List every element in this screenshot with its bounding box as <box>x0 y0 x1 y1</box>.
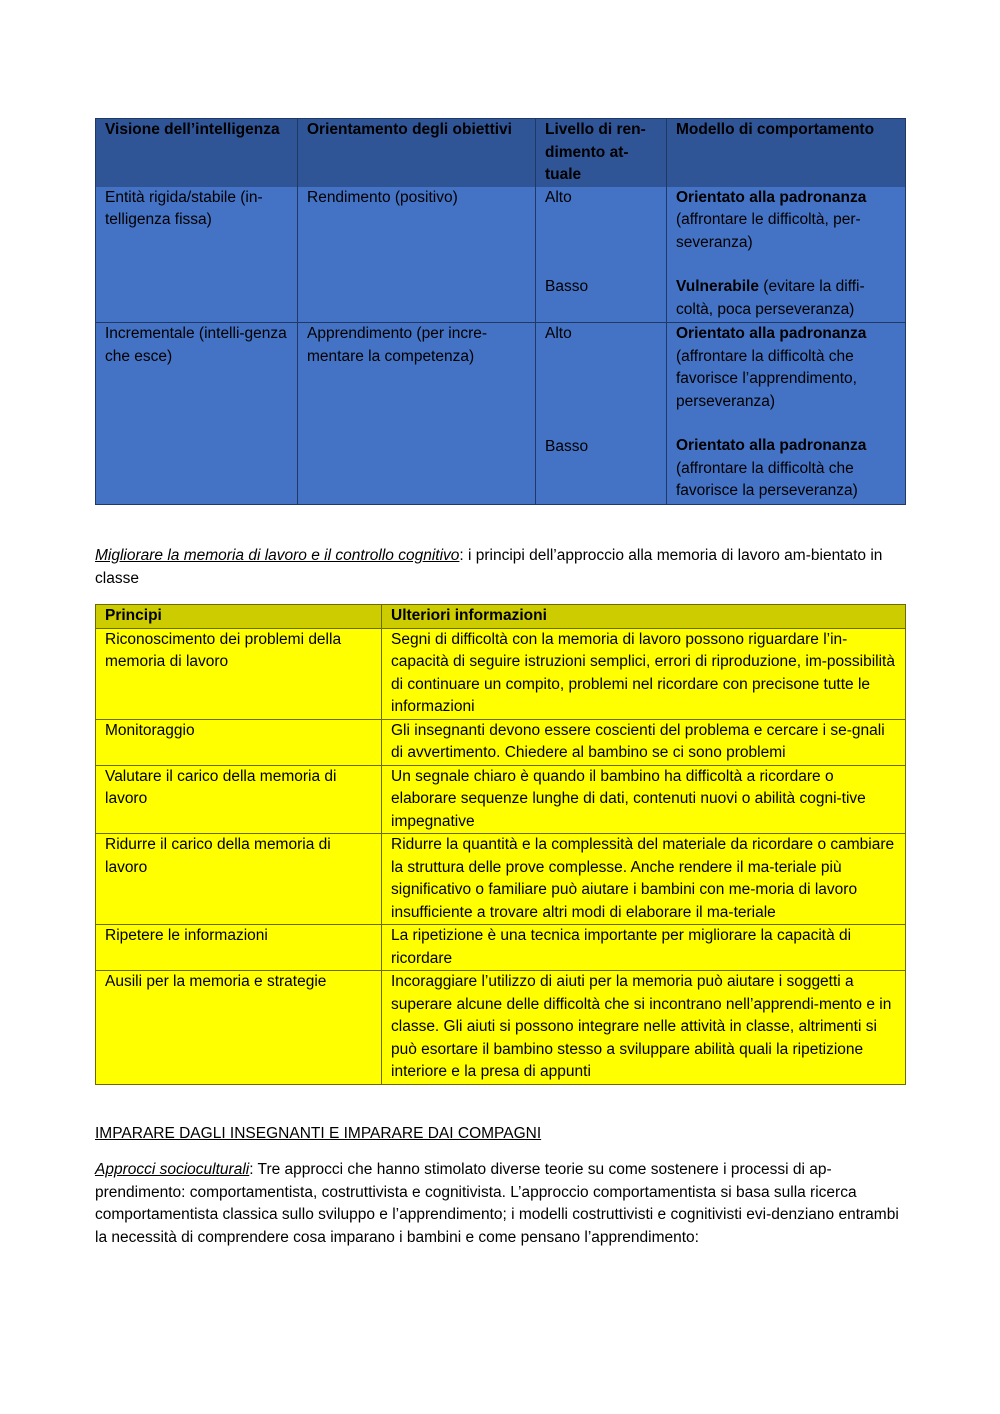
behavior-high-desc: (affrontare le difficoltà, per-severanza) <box>676 211 861 251</box>
principle-cell: Valutare il carico della memoria di lavoro <box>96 765 382 834</box>
table-row <box>96 765 906 834</box>
section-heading: IMPARARE DAGLI INSEGNANTI E IMPARARE DAI COMPAGNI <box>95 1124 542 1142</box>
info-cell: La ripetizione è una tecnica importante per migliorare la capacità di ricordare <box>382 925 906 971</box>
table-header-row <box>96 605 906 629</box>
behavior-low-title: Orientato alla padronanza <box>676 437 867 454</box>
sociocultural-paragraph <box>95 1159 905 1249</box>
level-low: Basso <box>545 278 589 295</box>
header-level: Livello di ren-dimento at-tuale <box>536 119 667 187</box>
table-row <box>96 323 906 505</box>
level-high: Alto <box>545 325 572 342</box>
behavior-high-desc: (affrontare la difficoltà che favorisce l’apprendimento, perseveranza) <box>676 347 857 410</box>
table-header-row <box>96 119 906 187</box>
table-row <box>96 719 906 765</box>
table-row <box>96 187 906 323</box>
info-cell: Segni di difficoltà con la memoria di lavoro possono riguardare l’in-capacità di seguire istruzioni semplici, errori di riproduzione, im-possibilità di continuare un compito, problemi nel ricordare con precisone tutte le informazioni <box>382 628 906 719</box>
memory-paragraph <box>95 545 905 590</box>
behavior-cell <box>667 323 906 505</box>
vision-cell: Incrementale (intelli-genza che esce) <box>96 323 298 505</box>
header-principles: Principi <box>96 605 382 629</box>
memory-table <box>95 604 906 1085</box>
principle-cell: Ripetere le informazioni <box>96 925 382 971</box>
vision-cell: Entità rigida/stabile (in-telligenza fissa) <box>96 187 298 323</box>
intelligence-table <box>95 118 906 505</box>
header-vision: Visione dell’intelligenza <box>96 119 298 187</box>
principle-cell: Ridurre il carico della memoria di lavoro <box>96 834 382 925</box>
header-behavior: Modello di comportamento <box>667 119 906 187</box>
principle-cell: Riconoscimento dei problemi della memoria di lavoro <box>96 628 382 719</box>
table-row <box>96 834 906 925</box>
behavior-high-title: Orientato alla padronanza <box>676 188 867 206</box>
info-cell: Incoraggiare l’utilizzo di aiuti per la memoria può aiutare i soggetti a superare alcune delle difficoltà che si incontrano nell’apprendi-mento e in classe. Gli aiuti si possono integrare nelle attività in classe, altrimenti si può esortare il bambino stesso a sviluppare abilità quali la ripetizione interiore e la presa di appunti <box>382 971 906 1085</box>
sociocultural-paragraph-title: Approcci socioculturali <box>95 1161 250 1178</box>
header-info: Ulteriori informazioni <box>382 605 906 629</box>
document-page <box>95 118 905 1249</box>
principle-cell: Monitoraggio <box>96 719 382 765</box>
behavior-high-title: Orientato alla padronanza <box>676 325 867 342</box>
behavior-low-desc: (evitare la diffi-coltà, poca perseveranza) <box>676 278 865 318</box>
level-low: Basso <box>545 437 589 455</box>
table-row <box>96 925 906 971</box>
header-goal: Orientamento degli obiettivi <box>298 119 536 187</box>
memory-paragraph-title: Migliorare la memoria di lavoro e il controllo cognitivo <box>95 547 460 564</box>
level-cell <box>536 187 667 323</box>
level-cell <box>536 323 667 505</box>
goal-cell: Rendimento (positivo) <box>298 187 536 323</box>
behavior-low-title: Vulnerabile <box>676 278 759 295</box>
info-cell: Un segnale chiaro è quando il bambino ha difficoltà a ricordare o elaborare sequenze lunghe di dati, contenuti nuovi o abilità cogni-tive impegnative <box>382 765 906 834</box>
sociocultural-paragraph-text: : Tre approcci che hanno stimolato diverse teorie su come sostenere i processi di ap-prendimento: comportamentista, costruttivista e cognitivista. L’approccio comportamentista si basa sulla ricerca comportamentista classica sullo sviluppo e l’apprendimento; i modelli costruttivisti e cognitivisti evi-denziano entrambi la necessità di comprendere cosa imparano i bambini e come pensano l’apprendimento: <box>95 1161 899 1246</box>
goal-cell: Apprendimento (per incre-mentare la competenza) <box>298 323 536 505</box>
table-row <box>96 971 906 1085</box>
behavior-low-desc: (affrontare la difficoltà che favorisce la perseveranza) <box>676 459 858 499</box>
info-cell: Ridurre la quantità e la complessità del materiale da ricordare o cambiare la struttura delle prove complesse. Anche rendere il ma-teriale più significativo o familiare può aiutare i bambini con me-moria di lavoro insufficiente a trovare altri modi di elaborare il ma-teriale <box>382 834 906 925</box>
principle-cell: Ausili per la memoria e strategie <box>96 971 382 1085</box>
info-cell: Gli insegnanti devono essere coscienti del problema e cercare i se-gnali di avvertimento. Chiedere al bambino se ci sono problemi <box>382 719 906 765</box>
memory-paragraph-text: : i principi dell’approccio alla memoria di lavoro am-bientato in classe <box>95 547 883 587</box>
behavior-cell <box>667 187 906 323</box>
table-row <box>96 628 906 719</box>
level-high: Alto <box>545 188 572 206</box>
